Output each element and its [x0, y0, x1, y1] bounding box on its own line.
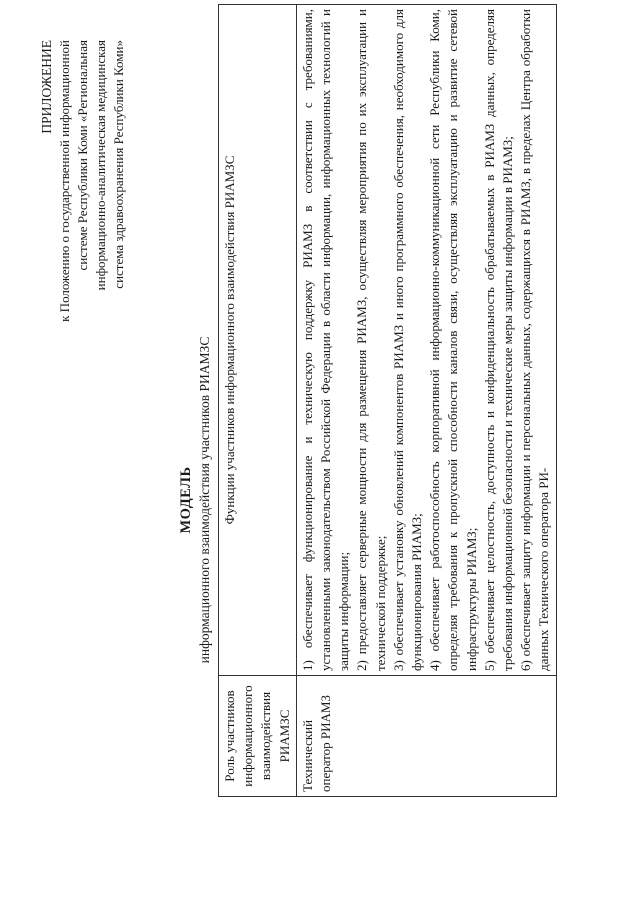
functions-cell: [296, 5, 556, 676]
appendix-line: информационно-аналитическая медицинская: [93, 40, 108, 291]
function-item: 4) обеспечивает работоспособность корпоративной информационно-коммуникационной сети Республики Коми, определяя требования к пропускной способности каналов связи, осуществляя эксплуатацию и развитие сетевой инфраструктуры РИАМЗ;: [427, 9, 479, 671]
document-heading: [178, 245, 213, 755]
appendix-title: ПРИЛОЖЕНИЕ: [39, 40, 54, 134]
role-cell: Технический оператор РИАМЗ: [296, 676, 556, 797]
appendix-block: [38, 40, 128, 420]
header-functions: Функции участников информационного взаимодействия РИАМЗС: [219, 5, 297, 676]
function-item: 1) обеспечивает функционирование и техническую поддержку РИАМЗ в соответствии с требованиями, установленными законодательством Российской Федерации в области информации, информационных технологий и защиты информации;: [299, 9, 352, 671]
appendix-line: к Положению о государственной информационной: [57, 40, 72, 322]
document-title: МОДЕЛЬ: [178, 466, 194, 534]
document-subtitle: информационного взаимодействия участников РИАМЗС: [197, 336, 212, 664]
appendix-line: система здравоохранения Республики Коми»: [111, 40, 126, 289]
function-item: 2) предоставляет серверные мощности для размещения РИАМЗ, осуществляя мероприятия по их эксплуатации и технической поддержке;: [354, 9, 388, 671]
table-header-row: [219, 5, 297, 797]
function-item: 6) обеспечивает защиту информации и персональных данных, содержащихся в РИАМЗ, в пределах Центра обработки данных Технического оператора РИ-: [518, 9, 552, 671]
table-row: [296, 5, 556, 797]
function-item: 5) обеспечивает целостность, доступность и конфиденциальность обрабатываемых в РИАМЗ данных, определяя требования информационной безопасности и технические меры защиты информации в РИАМЗ;: [481, 9, 516, 671]
interaction-model-table: [218, 4, 557, 797]
function-item: 3) обеспечивает установку обновлений компонентов РИАМЗ и иного программного обеспечения, необходимого для функционирования РИАМЗ;: [390, 9, 425, 671]
header-role: Роль участников информационного взаимодействия РИАМЗС: [219, 676, 297, 797]
appendix-line: системе Республики Коми «Региональная: [75, 40, 90, 271]
